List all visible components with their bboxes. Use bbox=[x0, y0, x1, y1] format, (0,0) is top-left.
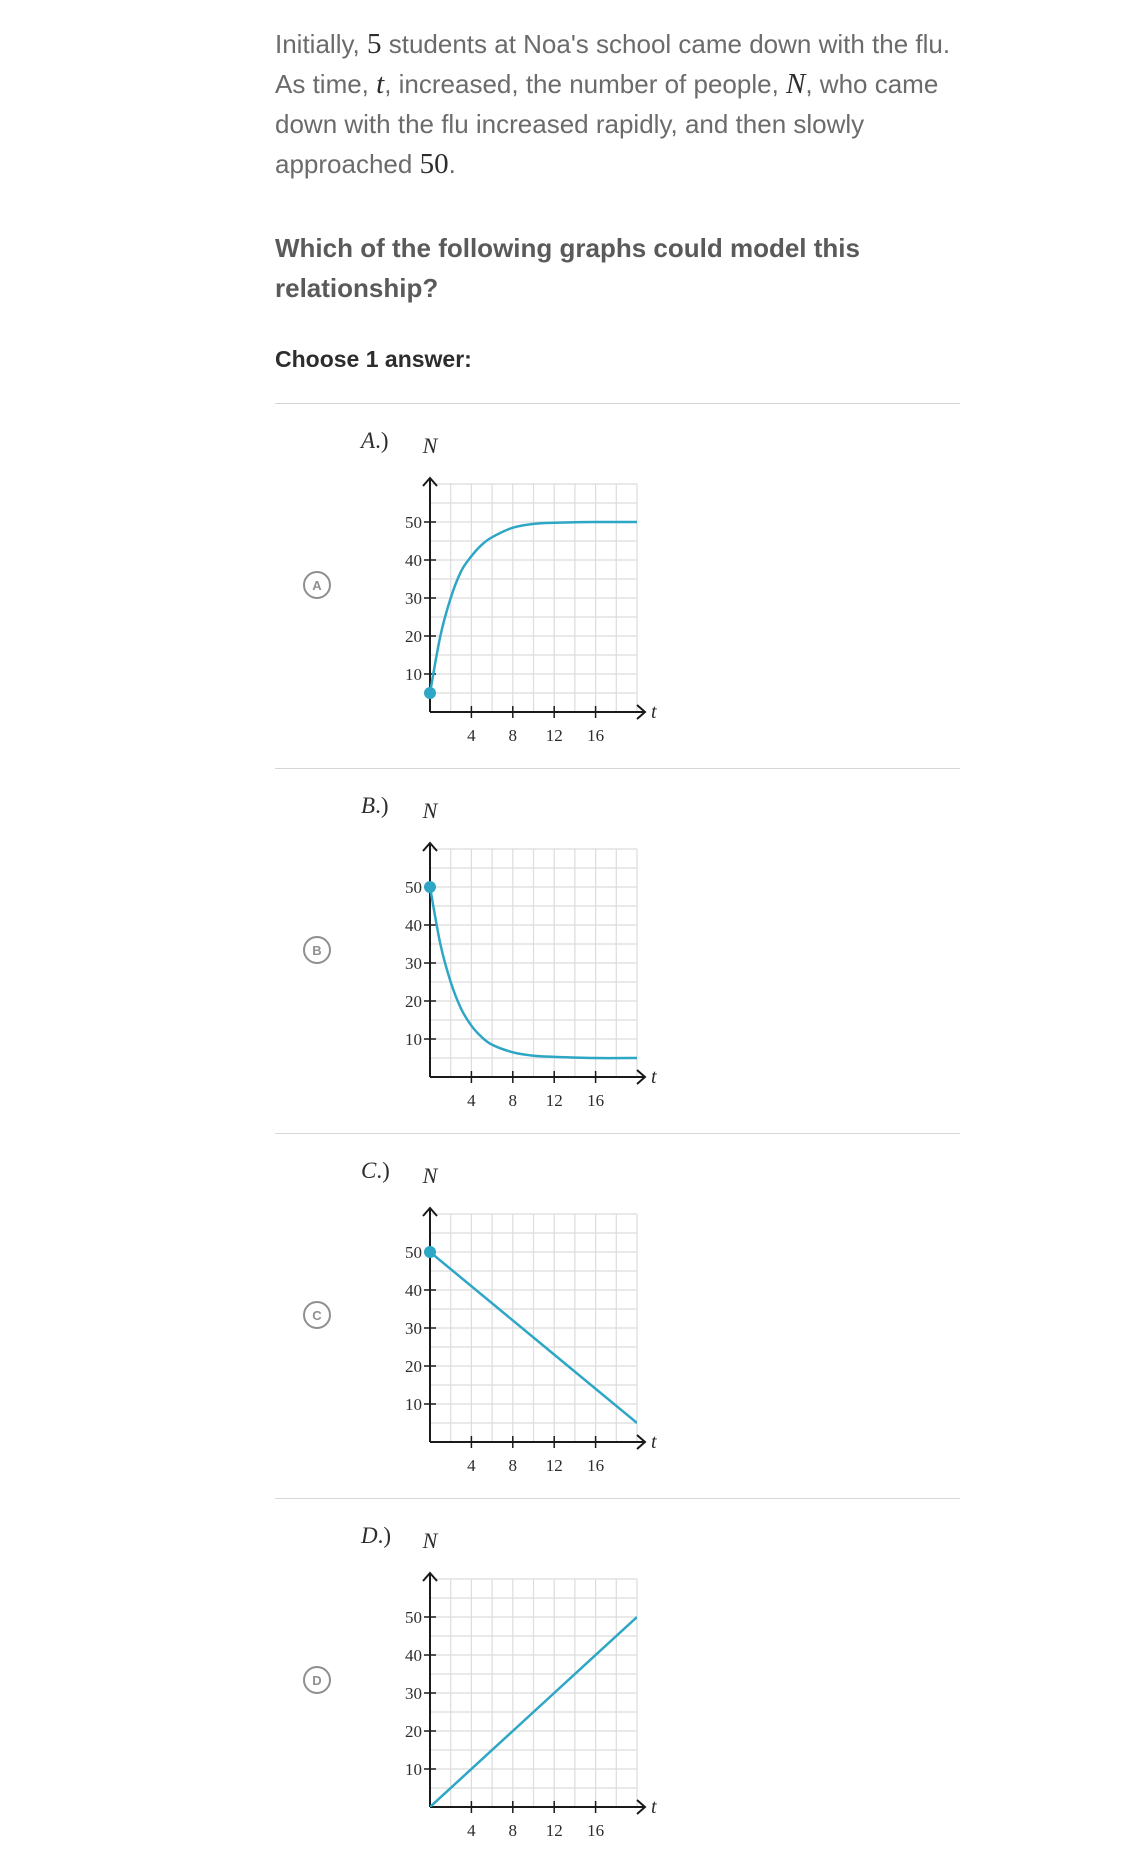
graph-c bbox=[375, 1163, 657, 1475]
x-tick-label: 4 bbox=[467, 1091, 476, 1110]
graph-a bbox=[375, 433, 657, 745]
radio-b[interactable]: B bbox=[303, 936, 331, 964]
y-axis-label: N bbox=[422, 433, 438, 458]
y-tick-label: 20 bbox=[405, 1722, 422, 1741]
problem-text: , increased, the number of people, bbox=[384, 69, 787, 99]
choice-label: A.) bbox=[361, 428, 389, 453]
graph-b bbox=[375, 798, 657, 1110]
radio-c[interactable]: C bbox=[303, 1301, 331, 1329]
x-tick-label: 8 bbox=[508, 1091, 518, 1110]
y-tick-label: 40 bbox=[405, 551, 422, 570]
choice-label: B.) bbox=[361, 793, 389, 818]
y-tick-label: 40 bbox=[405, 1281, 422, 1300]
problem-text: students at Noa's school came down with the flu. As time, bbox=[275, 29, 951, 99]
initial-count: 5 bbox=[367, 28, 382, 60]
y-tick-label: 50 bbox=[405, 1608, 422, 1627]
y-tick-label: 20 bbox=[405, 992, 422, 1011]
graph-d bbox=[375, 1528, 657, 1840]
answer-choice-c[interactable] bbox=[275, 1134, 960, 1499]
x-tick-label: 8 bbox=[508, 1456, 518, 1475]
start-point bbox=[424, 1246, 436, 1258]
y-axis-label: N bbox=[422, 798, 438, 823]
x-tick-label: 12 bbox=[545, 726, 563, 745]
x-tick-label: 8 bbox=[508, 1821, 518, 1840]
x-axis-label: t bbox=[651, 1796, 657, 1818]
x-tick-label: 12 bbox=[545, 1456, 563, 1475]
problem-text: . bbox=[448, 149, 456, 179]
problem-statement bbox=[275, 24, 975, 184]
y-axis-label: N bbox=[422, 1163, 438, 1188]
y-tick-label: 50 bbox=[405, 513, 422, 532]
y-tick-label: 30 bbox=[405, 1319, 422, 1338]
x-axis-label: t bbox=[651, 701, 657, 723]
variable-t: t bbox=[376, 68, 385, 100]
choose-answer-label: Choose 1 answer: bbox=[275, 346, 472, 372]
y-tick-label: 10 bbox=[405, 1760, 422, 1779]
x-tick-label: 16 bbox=[587, 1456, 605, 1475]
x-tick-label: 16 bbox=[587, 1091, 605, 1110]
x-tick-label: 4 bbox=[467, 1821, 476, 1840]
y-tick-label: 30 bbox=[405, 1684, 422, 1703]
choice-label: C.) bbox=[361, 1158, 390, 1183]
x-axis-label: t bbox=[651, 1066, 657, 1088]
y-tick-label: 50 bbox=[405, 1243, 422, 1262]
radio-d[interactable]: D bbox=[303, 1666, 331, 1694]
y-tick-label: 20 bbox=[405, 1357, 422, 1376]
x-tick-label: 4 bbox=[467, 1456, 476, 1475]
x-tick-label: 4 bbox=[467, 726, 476, 745]
y-axis-label: N bbox=[422, 1528, 438, 1553]
limit-value: 50 bbox=[419, 148, 449, 180]
start-point bbox=[424, 687, 436, 699]
y-tick-label: 40 bbox=[405, 1646, 422, 1665]
problem-text: Initially, bbox=[275, 29, 367, 59]
answer-choice-b[interactable] bbox=[275, 769, 960, 1134]
y-tick-label: 50 bbox=[405, 878, 422, 897]
radio-a[interactable]: A bbox=[303, 571, 331, 599]
x-axis-label: t bbox=[651, 1431, 657, 1453]
start-point bbox=[424, 881, 436, 893]
y-tick-label: 20 bbox=[405, 627, 422, 646]
x-tick-label: 8 bbox=[508, 726, 518, 745]
problem-text: , who came down with the flu increased rapidly, and then slowly approached bbox=[275, 69, 939, 179]
variable-n: N bbox=[786, 68, 806, 100]
y-tick-label: 30 bbox=[405, 589, 422, 608]
x-tick-label: 16 bbox=[587, 726, 605, 745]
y-tick-label: 10 bbox=[405, 665, 422, 684]
choice-label: D.) bbox=[361, 1523, 392, 1548]
x-tick-label: 12 bbox=[545, 1821, 563, 1840]
y-tick-label: 30 bbox=[405, 954, 422, 973]
answer-choice-d[interactable] bbox=[275, 1499, 960, 1864]
x-tick-label: 12 bbox=[545, 1091, 563, 1110]
x-tick-label: 16 bbox=[587, 1821, 605, 1840]
question-prompt: Which of the following graphs could model this relationship? bbox=[275, 233, 860, 303]
y-tick-label: 10 bbox=[405, 1030, 422, 1049]
y-tick-label: 10 bbox=[405, 1395, 422, 1414]
y-tick-label: 40 bbox=[405, 916, 422, 935]
answer-choice-a[interactable] bbox=[275, 404, 960, 769]
